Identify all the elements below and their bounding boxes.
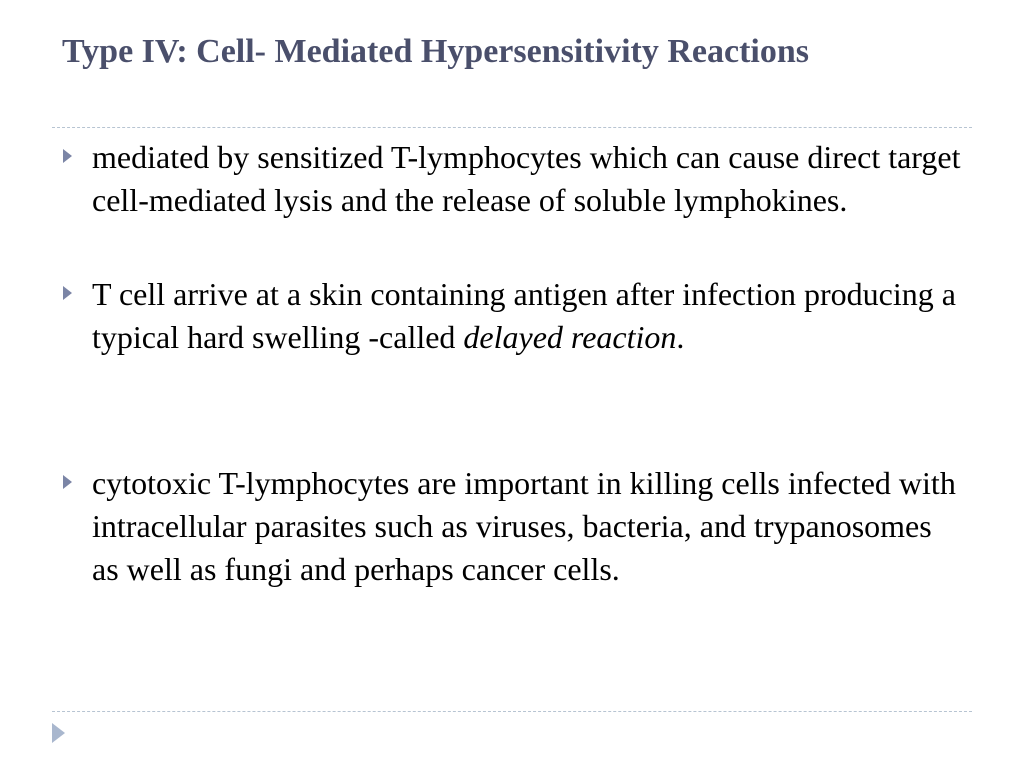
bullet-triangle-icon bbox=[63, 286, 72, 300]
bullet-text: mediated by sensitized T-lymphocytes which can cause direct target cell-mediated lysis and the release of soluble lymphokines. bbox=[92, 139, 961, 218]
bullet-triangle-icon bbox=[63, 149, 72, 163]
bullet-text-suffix: . bbox=[676, 319, 685, 355]
footer-divider bbox=[52, 711, 972, 712]
bullet-text-main: T cell arrive at a skin containing antigen after infection producing a typical hard swelling -called bbox=[92, 276, 956, 355]
bullet-text: cytotoxic T-lymphocytes are important in killing cells infected with intracellular parasites such as viruses, bacteria, and trypanosomes as well as fungi and perhaps cancer cells. bbox=[92, 465, 956, 587]
title-divider bbox=[52, 127, 972, 128]
bullet-text bbox=[92, 273, 962, 359]
bullet-text-emphasis: delayed reaction bbox=[463, 319, 677, 355]
slide-title: Type IV: Cell- Mediated Hypersensitivity Reactions bbox=[62, 33, 809, 70]
bullet-triangle-icon bbox=[63, 475, 72, 489]
next-slide-arrow-icon[interactable] bbox=[52, 723, 65, 743]
